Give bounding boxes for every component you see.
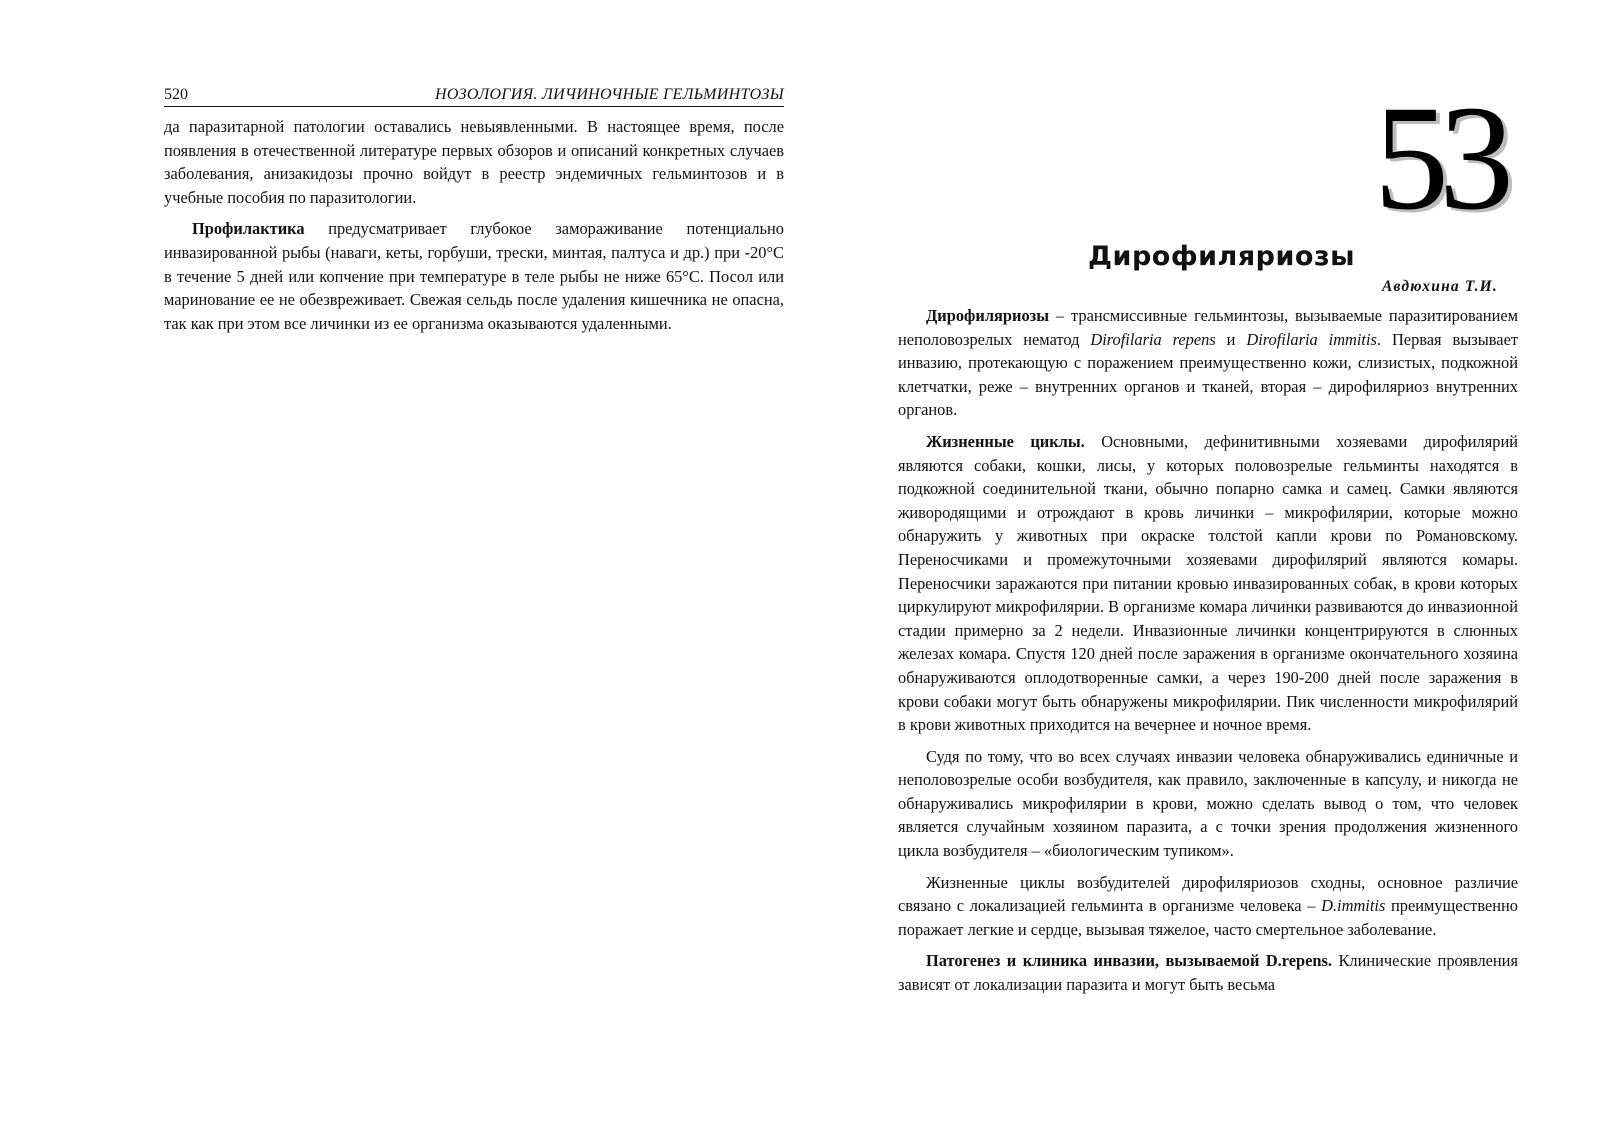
chapter-body [898,304,1518,1005]
paragraph-text: Основными, дефинитивными хозяевами дирофилярий являются собаки, кошки, лисы, у которых половозрелые гельминты находятся в подкожной соединительной ткани, обычно попарно самка и самец. Самки являются живородящими и отрождают в кровь личинки – микрофилярии, которые можно обнаружить у животных при окраске толстой капли крови по Романовскому. Переносчиками и промежуточными хозяевами дирофилярий являются комары. Переносчики заражаются при питании кровью инвазированных собак, в крови которых циркулируют микрофилярии. В организме комара личинки развиваются до инвазионной стадии примерно за 2 недели. Инвазионные личинки концентрируются в слюнных железах комара. Спустя 120 дней после заражения в организме окончательного хозяина обнаруживаются оплодотворенные самки, а через 190-200 дней после заражения в крови собаки могут быть обнаружены микрофилярии. Пик численности микрофилярий в крови животных приходится на вечернее и ночное время. [898,431,1518,735]
chapter-author: Авдюхина Т.И. [1381,278,1498,295]
running-header [164,86,784,107]
species-name: D.immitis [1321,896,1386,916]
paragraph-pathogenesis [898,949,1518,996]
paragraph-text: да паразитарной патологии оставались невыявленными. В настоящее время, после появления в отечественной литературе первых обзоров и описаний конкретных случаев заболевания, анизакидозы прочно войдут в реестр эндемичных гельминтозов и в учебные пособия по паразитологии. [164,117,784,207]
paragraph-lead: Дирофиляриозы [926,306,1050,325]
paragraph-lead: Патогенез и клиника инвазии, вызываемой D.repens. [926,951,1333,971]
paragraph-text: – трансмиссивные гельминтозы, вызываемые паразитированием неполовозрелых нематод [898,306,1518,349]
species-name: Dirofilaria immitis [1246,329,1377,349]
paragraph-localization [898,871,1518,942]
paragraph-text: Жизненные циклы возбудителей дирофиляриозов сходны, основное различие связано с локализацией гельминта в организме человека – [898,872,1518,916]
paragraph-lead: Профилактика [192,219,305,239]
paragraph-definition [898,304,1518,422]
paragraph-text: и [1215,329,1247,349]
paragraph-text: . Первая вызывает инвазию, протекающую с поражением преимущественно кожи, слизистых, подкожной клетчатки, реже – внутренних органов и тканей, вторая – дирофиляриоз внутренних органов. [898,329,1519,420]
paragraph-text: преимущественно поражает легкие и сердце, вызывая тяжелое, часто смертельное заболевание. [898,896,1518,939]
running-title: НОЗОЛОГИЯ. ЛИЧИНОЧНЫЕ ГЕЛЬМИНТОЗЫ [434,86,784,103]
paragraph-text: Судя по тому, что во всех случаях инвазии человека обнаруживались единичные и неполовозрелые особи возбудителя, как правило, заключенные в капсулу, и никогда не обнаруживались микрофилярии в крови, можно сделать вывод о том, что человек является случайным хозяином паразита, а с точки зрения продолжения жизненного цикла возбудителя – «биологическим тупиком». [898,746,1518,861]
paragraph-prevention [164,217,784,335]
paragraph-lead: Жизненные циклы. [926,431,1085,451]
species-name: Dirofilaria repens [1090,329,1216,349]
page-number: 520 [164,86,188,103]
paragraph-human-host [898,745,1518,863]
paragraph-text: Клинические проявления зависят от локализации паразита и могут быть весьма [898,951,1518,995]
paragraph-text: предусматривает глубокое замораживание потенциально инвазированной рыбы (наваги, кеты, горбуши, трески, минтая, палтуса и др.) при -20°С в течение 5 дней или копчение при температуре в теле рыбы не ниже 65°С. Посол или маринование ее не обезвреживает. Свежая сельдь после удаления кишечника не опасна, так как при этом все личинки из ее организма оказываются удаленными. [164,219,784,333]
paragraph-continuation [164,115,784,209]
chapter-title: Дирофиляриозы [1088,241,1356,272]
left-page [164,86,784,343]
chapter-number: 53 [1374,75,1504,241]
paragraph-life-cycles [898,430,1518,737]
